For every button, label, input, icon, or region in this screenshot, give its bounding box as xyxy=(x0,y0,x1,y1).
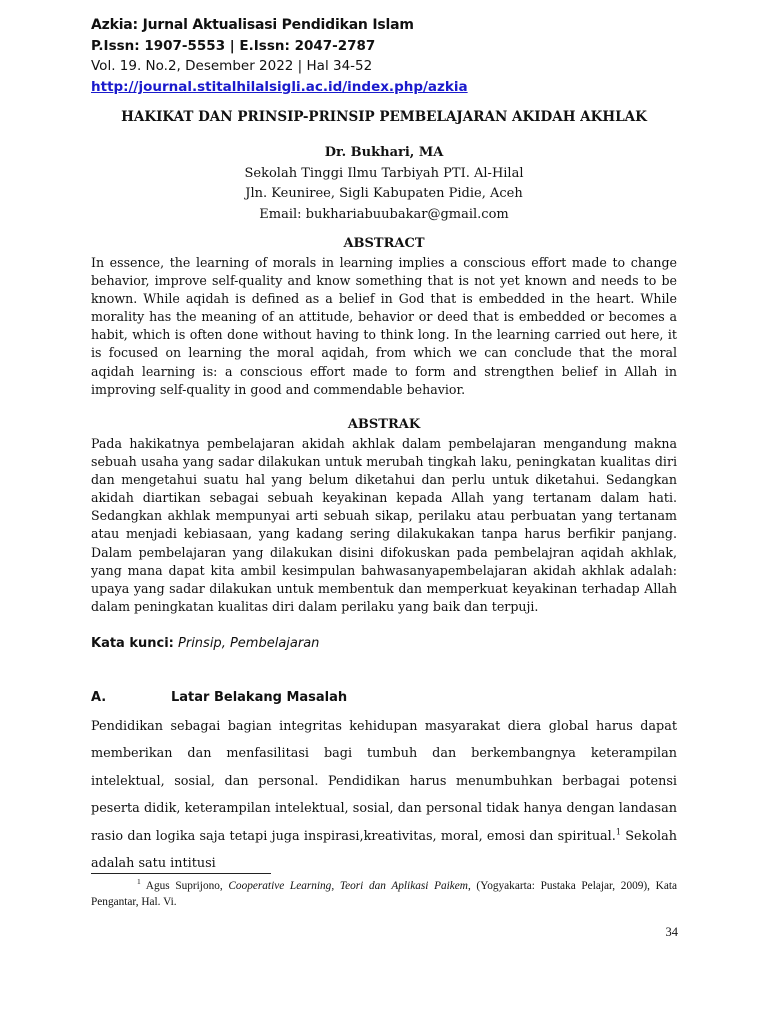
footnote-divider xyxy=(91,873,271,874)
footnote-text-start: Agus Suprijono, xyxy=(140,880,229,892)
keywords xyxy=(91,635,319,653)
paper-title: HAKIKAT DAN PRINSIP-PRINSIP PEMBELAJARAN AKIDAH AKHLAK xyxy=(121,109,647,125)
abstrak-heading: ABSTRAK xyxy=(347,417,421,432)
footnote-reference[interactable]: 1 xyxy=(615,827,621,837)
abstract-text: In essence, the learning of morals in learning implies a conscious effort made to change behavior, improve self-quality and know something that is not yet known and needs to be known. While aqidah is defined as a belief in God that is embedded in the heart. While morality has the meaning of an attitude, behavior or deed that is embedded or becomes a habit, which is often done without having to think long. In the learning carried out here, it is focused on learning the moral aqidah, from which we can conclude that the moral aqidah learning is: a conscious effort made to form and strengthen belief in Allah in improving self-quality in good and commendable behavior. xyxy=(91,255,677,397)
author-block xyxy=(60,143,708,225)
section-heading xyxy=(91,689,677,707)
abstrak-text: Pada hakikatnya pembelajaran akidah akhlak dalam pembelajaran mengandung makna sebuah usaha yang sadar dilakukan untuk merubah tingkah laku, peningkatan kualitas diri dan mengetahui suatu hal yang belum diketahui dan perlu untuk diketahui. Sedangkan akidah diartikan sebagai sebuah keyakinan kepada Allah yang tertanam dalam hati. Sedangkan akhlak mempunyai arti sebuah sikap, perilaku atau perbuatan yang tertanam atau menjadi kebiasaan, yang kadang sering dilakukakan tanpa harus berfikir panjang. Dalam pembelajaran yang dilakukan disini difokuskan pada pembelajran aqidah akhlak, yang mana dapat kita ambil kesimpulan bahwasanyapembelajaran akidah akhlak adalah: upaya yang sadar dilakukan untuk membentuk dan memperkuat keyakinan terhadap Allah dalam peningkatan kualitas diri dalam perilaku yang baik dan terpuji. xyxy=(91,436,677,614)
abstract-heading: ABSTRACT xyxy=(343,236,425,251)
journal-issn: P.Issn: 1907-5553 | E.Issn: 2047-2787 xyxy=(91,38,376,54)
author-email: Email: bukhariabuubakar@gmail.com xyxy=(259,206,509,222)
section-title: Latar Belakang Masalah xyxy=(171,690,348,705)
journal-name: Azkia: Jurnal Aktualisasi Pendidikan Islam xyxy=(91,17,414,33)
page-number: 34 xyxy=(665,925,678,939)
section-number: A. xyxy=(91,690,107,705)
journal-volume: Vol. 19. No.2, Desember 2022 | Hal 34-52 xyxy=(91,58,373,74)
journal-url-link[interactable]: http://journal.stitalhilalsigli.ac.id/index.php/azkia xyxy=(91,79,468,95)
footnote-book-title: Cooperative Learning, Teori dan Aplikasi Paikem xyxy=(228,880,468,892)
author-address: Jln. Keuniree, Sigli Kabupaten Pidie, Aceh xyxy=(245,186,523,201)
journal-header xyxy=(91,14,691,97)
footnote-text-end: , (Yogyakarta: Pustaka Pelajar, 2009), Kata Pengantar, Hal. Vi. xyxy=(91,880,677,908)
body-text: Pendidikan sebagai bagian integritas kehidupan masyarakat diera global harus dapat memberikan dan menfasilitasi bagi tumbuh dan berkembangnya keterampilan intelektual, sosial, dan personal. Pendidikan harus menumbuhkan berbagai potensi peserta didik, keterampilan intelektual, sosial, dan personal tidak hanya dengan landasan rasio dan logika saja tetapi juga inspirasi,kreativitas, moral, emosi dan spiritual. xyxy=(91,719,677,844)
author-institution: Sekolah Tinggi Ilmu Tarbiyah PTI. Al-Hilal xyxy=(244,165,524,181)
footnote xyxy=(91,879,677,910)
footnote-mark: 1 xyxy=(137,877,141,887)
body-paragraph xyxy=(91,713,677,877)
keywords-label: Kata kunci: xyxy=(91,636,174,651)
body-text-continued: Sekolah adalah satu intitusi xyxy=(91,828,677,872)
author-name: Dr. Bukhari, MA xyxy=(324,145,444,160)
keywords-value: Prinsip, Pembelajaran xyxy=(178,636,320,651)
